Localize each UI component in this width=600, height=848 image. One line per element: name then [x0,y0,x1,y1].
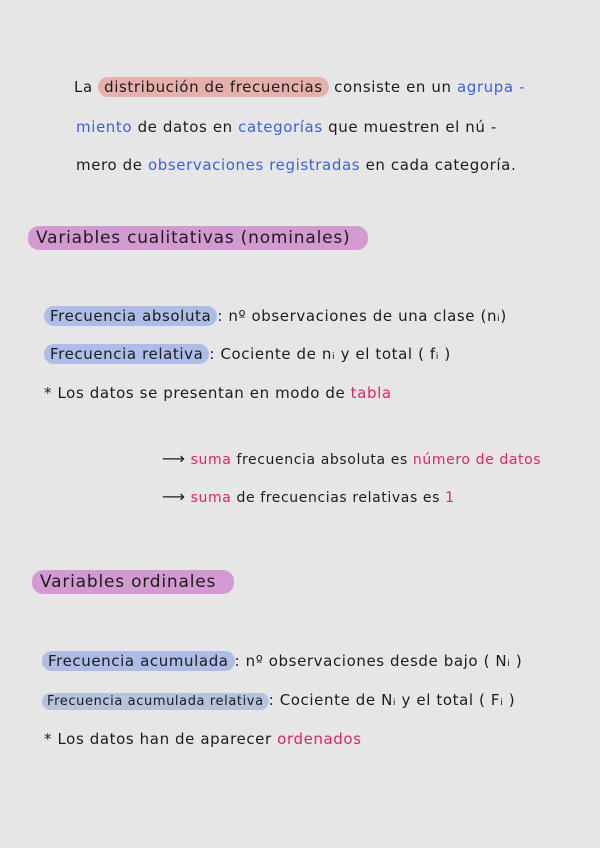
intro-text: La [74,78,93,96]
section-heading: Variables cualitativas (nominales) [28,226,368,250]
definition-text: : Cociente de nᵢ y el total ( fᵢ ) [209,345,451,363]
arrow-text: de frecuencias relativas es [236,490,441,506]
intro-keyword: agrupa - [457,78,526,96]
arrow-right-icon: ⟶ [162,487,186,506]
arrow-keyword: suma [190,490,232,506]
note-text: * Los datos han de aparecer [44,730,272,748]
highlight-distribucion: distribución de frecuencias [98,77,329,97]
definition-text: : nº observaciones desde bajo ( Nᵢ ) [234,652,523,670]
intro-line-3 [76,156,516,174]
note-text: * Los datos se presentan en modo de [44,384,346,402]
term-frecuencia-acumulada-relativa: Frecuencia acumulada relativa [42,693,269,710]
intro-text: que muestren el nú - [328,118,497,136]
row-frecuencia-relativa [44,345,451,363]
row-frecuencia-acumulada-relativa [42,691,515,709]
row-frecuencia-absoluta [44,307,507,325]
intro-keyword: categorías [238,118,323,136]
note-keyword: ordenados [277,730,362,748]
intro-line-2 [76,118,497,136]
arrow-keyword: 1 [445,490,455,506]
arrow-right-icon: ⟶ [162,449,186,468]
arrow-keyword: número de datos [412,452,542,468]
intro-text: mero de [76,156,143,174]
definition-text: : nº observaciones de una clase (nᵢ) [217,307,507,325]
row-frecuencia-acumulada [42,652,522,670]
note-ordenados [44,730,362,748]
arrow-text: frecuencia absoluta es [236,452,408,468]
term-frecuencia-relativa: Frecuencia relativa [44,344,209,364]
intro-text: de datos en [137,118,233,136]
intro-keyword: miento [76,118,133,136]
section-title-ordinales [32,572,234,592]
note-keyword: tabla [350,384,392,402]
arrow-keyword: suma [190,452,232,468]
section-heading: Variables ordinales [32,570,234,594]
section-title-cualitativas [28,228,368,248]
note-tabla [44,384,392,402]
intro-text: consiste en un [334,78,452,96]
term-frecuencia-absoluta: Frecuencia absoluta [44,306,217,326]
definition-text: : Cociente de Nᵢ y el total ( Fᵢ ) [268,691,516,709]
intro-line-1 [74,78,525,96]
arrow-line-2 [162,487,455,506]
intro-text: en cada categoría. [365,156,517,174]
arrow-line-1 [162,449,541,468]
term-frecuencia-acumulada: Frecuencia acumulada [42,651,235,671]
intro-keyword: observaciones registradas [147,156,361,174]
